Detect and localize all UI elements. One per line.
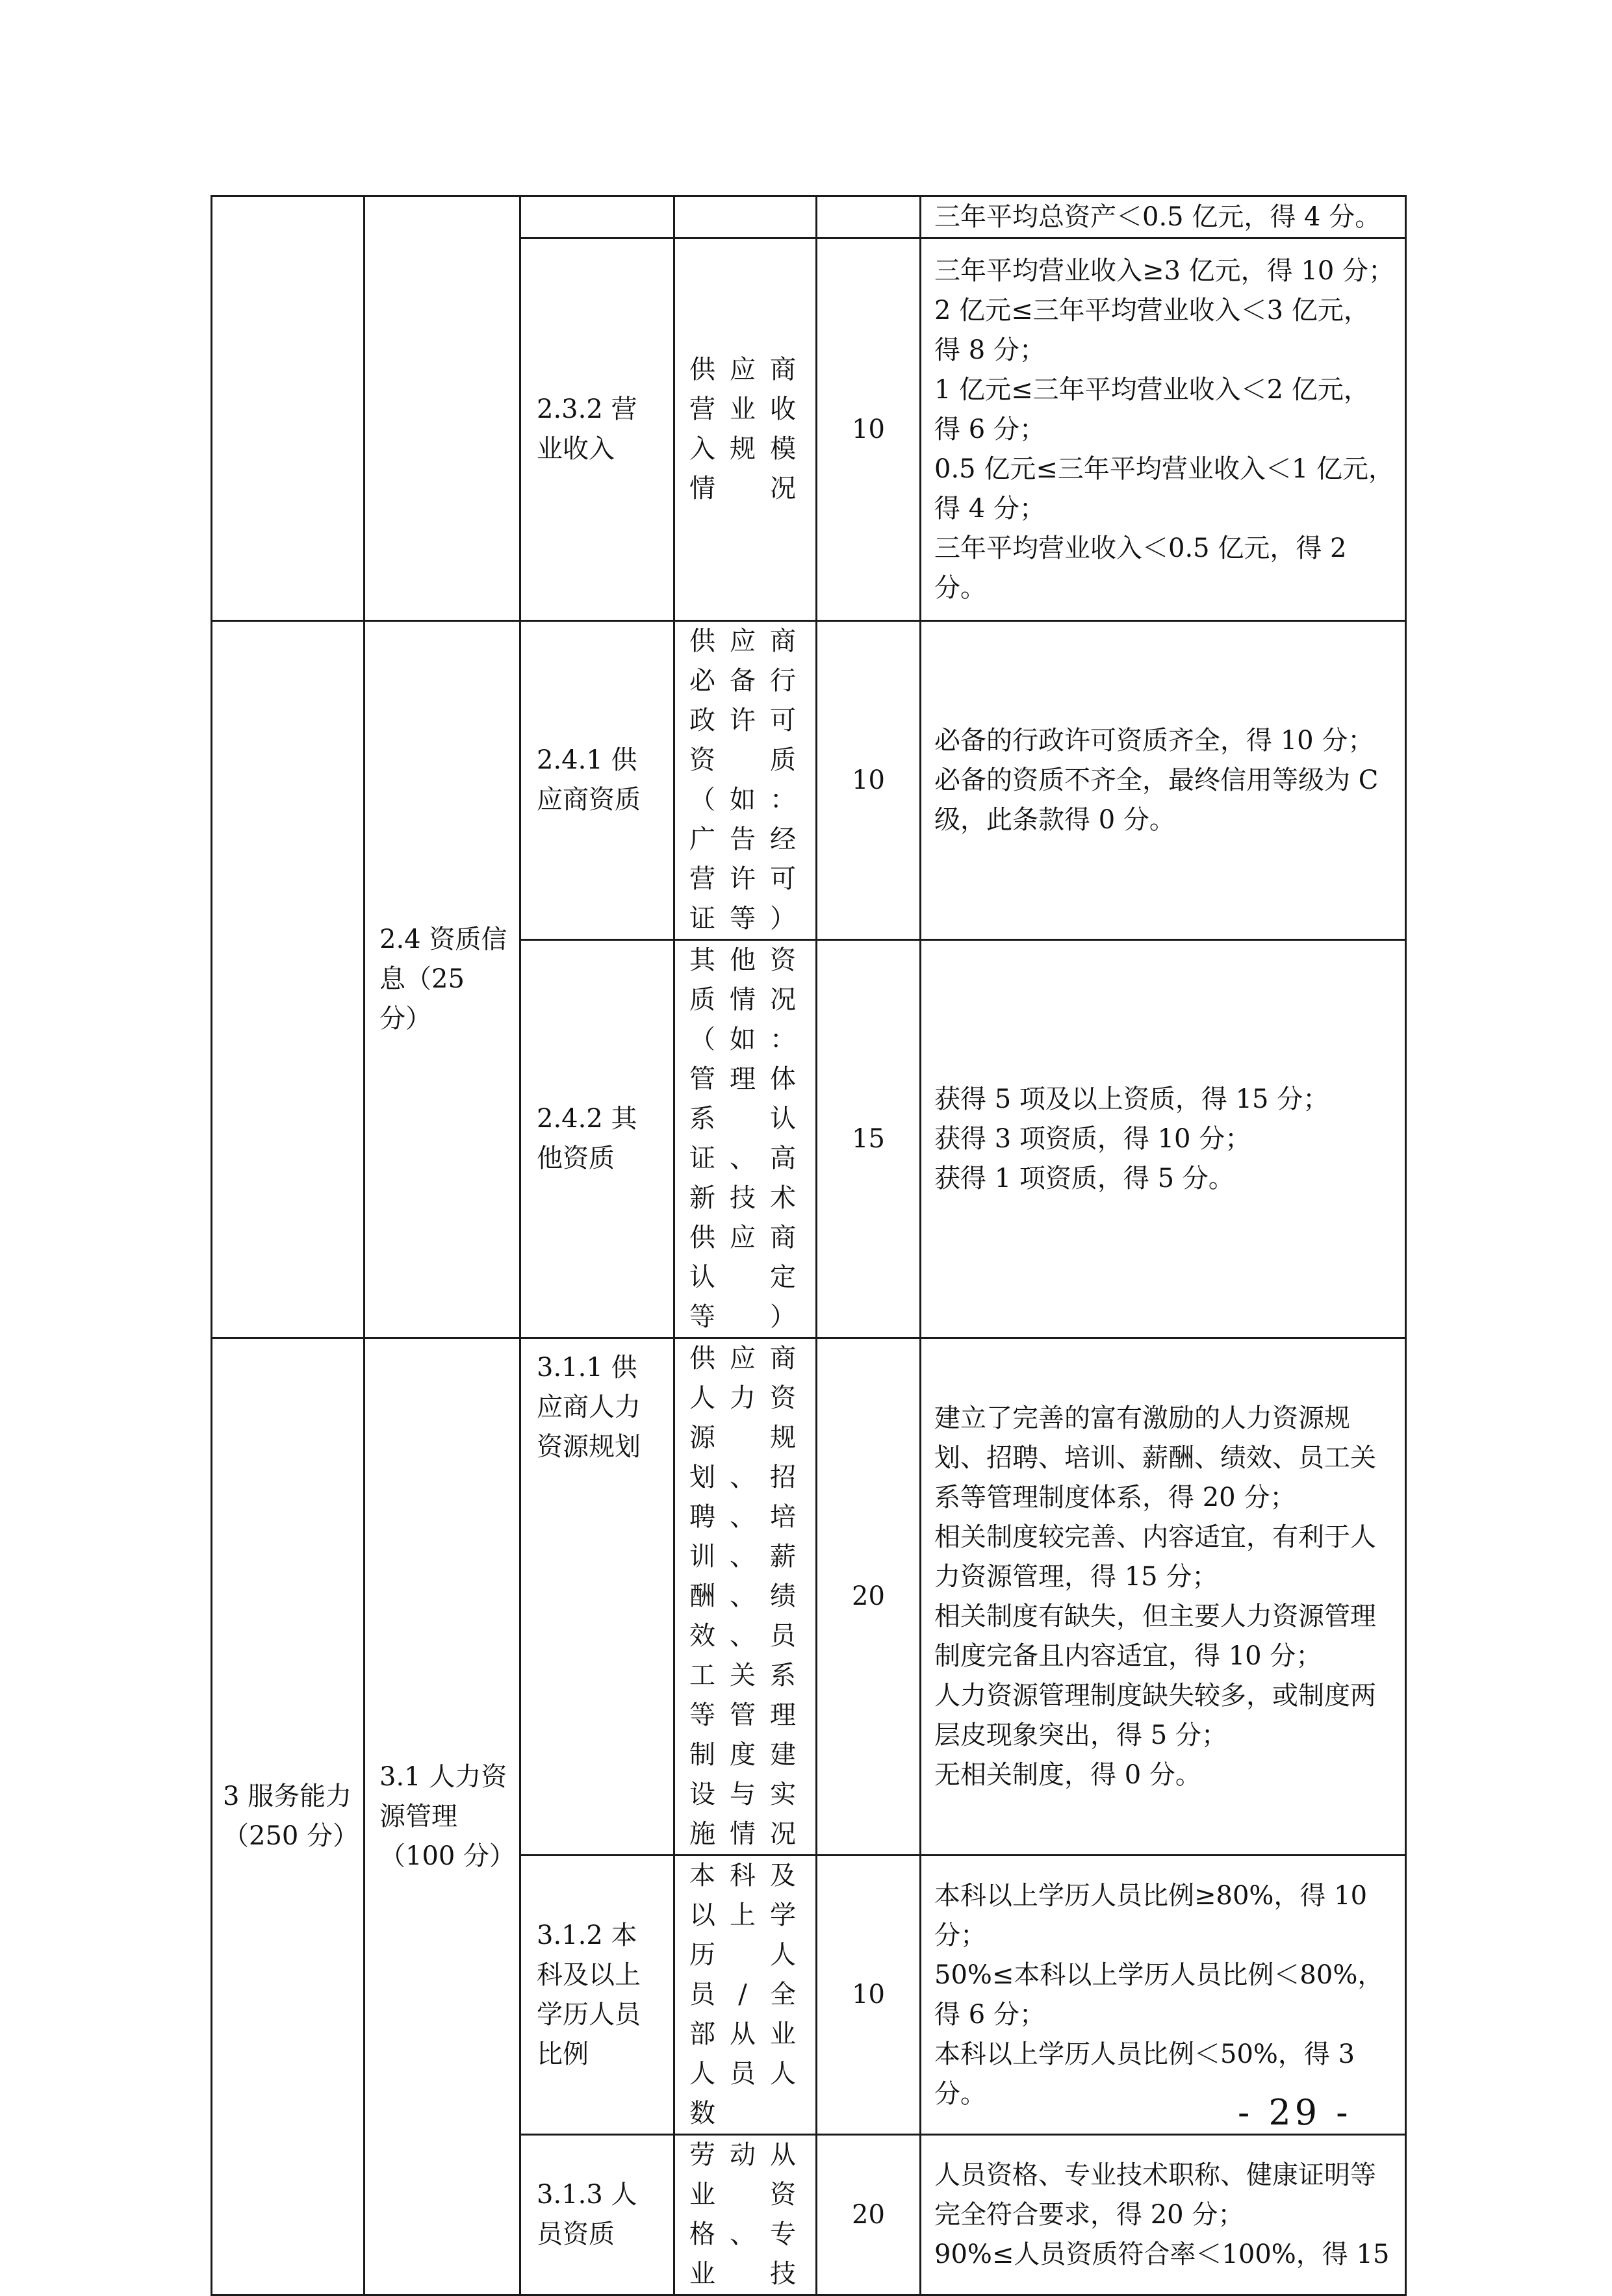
table-row [212, 1338, 1406, 1856]
item-cell: 2.3.2 营业收入 [520, 238, 674, 621]
score-cell: 10 [817, 621, 921, 940]
content-cell: 供应商必备行政许可资质（如：广告经营许可证等） [674, 621, 817, 940]
page-number: - 29 - [1238, 2092, 1352, 2133]
item-cell: 3.1.2 本科及以上学历人员比例 [520, 1856, 674, 2135]
main-category-cell [212, 196, 365, 621]
table-row [212, 196, 1406, 238]
content-cell: 劳动从业资格、专业技 [674, 2135, 817, 2295]
criteria-cell: 本科以上学历人员比例≥80%，得 10 分； 50%≤本科以上学历人员比例＜80%，得 6 分； 本科以上学历人员比例＜50%，得 3 分。 [921, 1856, 1406, 2135]
content-cell: 供应商人力资源规划、招聘、培训、薪酬、绩效、员工关系等管理制度建设与实施情况 [674, 1338, 817, 1856]
table-row [212, 621, 1406, 940]
item-cell [520, 196, 674, 238]
score-cell: 20 [817, 1338, 921, 1856]
criteria-cell: 人员资格、专业技术职称、健康证明等完全符合要求，得 20 分； 90%≤人员资质符合率＜100%，得 15 [921, 2135, 1406, 2295]
criteria-cell: 获得 5 项及以上资质，得 15 分； 获得 3 项资质，得 10 分； 获得 1 项资质，得 5 分。 [921, 940, 1406, 1338]
content-cell: 供应商营业收入规模情况 [674, 238, 817, 621]
main-category-cell: 3 服务能力（250 分） [212, 1338, 365, 2295]
content-cell: 本科及以上学历人员/全部从业人员人数 [674, 1856, 817, 2135]
score-cell: 20 [817, 2135, 921, 2295]
item-cell: 3.1.3 人员资质 [520, 2135, 674, 2295]
item-cell: 2.4.2 其他资质 [520, 940, 674, 1338]
criteria-cell: 必备的行政许可资质齐全，得 10 分； 必备的资质不齐全，最终信用等级为 C 级，此条款得 0 分。 [921, 621, 1406, 940]
criteria-cell: 三年平均营业收入≥3 亿元，得 10 分； 2 亿元≤三年平均营业收入＜3 亿元，得 8 分； 1 亿元≤三年平均营业收入＜2 亿元，得 6 分； 0.5 亿元≤三年平均营业收入＜1 亿元，得 4 分； 三年平均营业收入＜0.5 亿元，得 2 分。 [921, 238, 1406, 621]
content-cell: 其他资质情况（如：管理体系认证、高新技术供应商认定等） [674, 940, 817, 1338]
sub-category-cell [365, 196, 520, 621]
evaluation-table [211, 195, 1407, 2296]
score-cell: 15 [817, 940, 921, 1338]
sub-category-cell: 3.1 人力资源管理（100 分） [365, 1338, 520, 2295]
score-cell: 10 [817, 238, 921, 621]
score-cell [817, 196, 921, 238]
main-category-cell [212, 621, 365, 1338]
content-cell [674, 196, 817, 238]
sub-category-cell: 2.4 资质信息（25 分） [365, 621, 520, 1338]
criteria-cell: 建立了完善的富有激励的人力资源规划、招聘、培训、薪酬、绩效、员工关系等管理制度体系，得 20 分； 相关制度较完善、内容适宜，有利于人力资源管理，得 15 分； 相关制度有缺失，但主要人力资源管理制度完备且内容适宜，得 10 分； 人力资源管理制度缺失较多，或制度两层皮现象突出，得 5 分； 无相关制度，得 0 分。 [921, 1338, 1406, 1856]
criteria-cell: 三年平均总资产＜0.5 亿元，得 4 分。 [921, 196, 1406, 238]
score-cell: 10 [817, 1856, 921, 2135]
item-cell: 2.4.1 供应商资质 [520, 621, 674, 940]
item-cell: 3.1.1 供应商人力资源规划 [520, 1338, 674, 1856]
